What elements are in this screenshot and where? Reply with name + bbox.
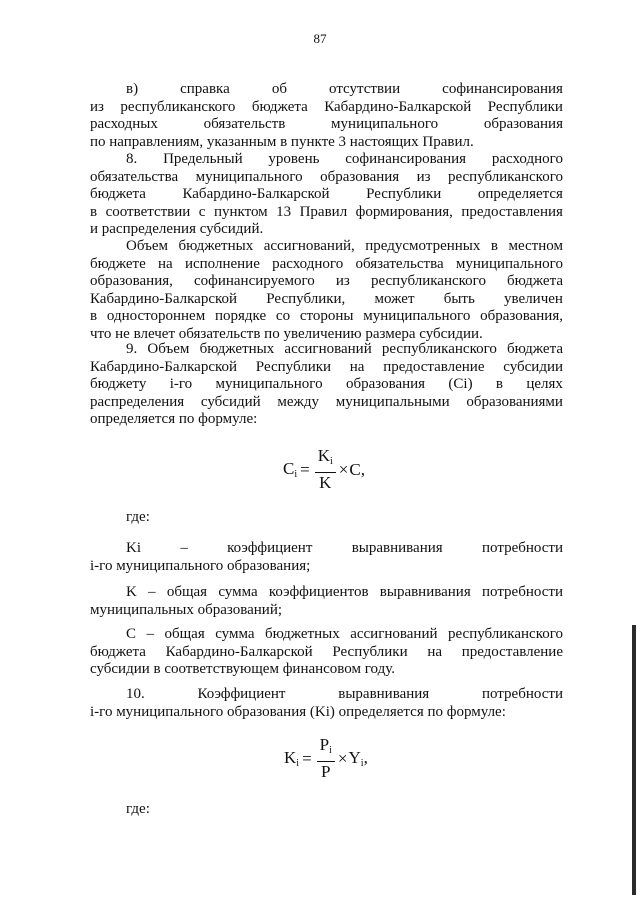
definition-c-line-2: бюджета Кабардино-Балкарской Республики на предоставление: [90, 643, 563, 660]
where-label-1: где:: [126, 509, 150, 525]
definition-c: [90, 626, 563, 679]
formula-ki-numerator: $P_i$: [317, 736, 335, 762]
paragraph-v-line-3: расходных обязательств муниципального образования: [90, 116, 563, 132]
paragraph-8-line-3: бюджета Кабардино-Балкарской Республики определяется: [90, 186, 563, 202]
formula-ki-equals: =: [302, 748, 312, 768]
paragraph-9-line-3: бюджету i-го муниципального образования (Ci) в целях: [90, 376, 563, 392]
formula-ci-denominator: K: [319, 473, 332, 492]
paragraph-8-line-5: и распределения субсидий.: [90, 221, 264, 237]
paragraph-volume-line-2: бюджете на исполнение расходного обязательства муниципального: [90, 255, 563, 272]
paragraph-volume-line-5: в одностороннем порядке со стороны муниципального образования,: [90, 308, 563, 324]
paragraph-9-line-5: определяется по формуле:: [90, 411, 258, 427]
formula-ki-lhs: $K_i$: [284, 748, 300, 769]
paragraph-volume: [90, 238, 563, 343]
paragraph-8-line-2: обязательства муниципального образования из республиканского: [90, 168, 563, 185]
definition-c-line-1: C – общая сумма бюджетных ассигнований республиканского: [126, 626, 563, 642]
paragraph-volume-line-3: образования, софинансируемого из республиканского бюджета: [90, 273, 563, 289]
formula-ci-rhs: C,: [349, 459, 365, 479]
formula-ci-fraction: [315, 447, 336, 492]
paragraph-v-line-4: по направлениям, указанным в пункте 3 настоящих Правил.: [90, 133, 474, 150]
formula-ki-times: ×: [337, 748, 348, 768]
scan-edge-bar: [632, 625, 636, 895]
paragraph-10-line-1: 10. Коэффициент выравнивания потребности: [126, 686, 563, 702]
formula-ci-times: ×: [338, 459, 349, 479]
definition-ki-line-1: Ki – коэффициент выравнивания потребности: [126, 540, 563, 556]
paragraph-volume-line-6: что не влечет обязательств по увеличению размера субсидии.: [90, 325, 483, 342]
paragraph-9-line-1: 9. Объем бюджетных ассигнований республиканского бюджета: [126, 341, 563, 357]
formula-ki-fraction: [317, 736, 335, 781]
definition-c-line-3: субсидии в соответствующем финансовом году.: [90, 661, 395, 677]
paragraph-v-line-2: из республиканского бюджета Кабардино-Балкарской Республики: [90, 98, 563, 115]
paragraph-9-line-4: распределения субсидий между муниципальными образованиями: [90, 393, 563, 410]
formula-ki-rhs: $Y_i$,: [348, 748, 368, 769]
paragraph-v: [90, 81, 563, 151]
formula-ci: [283, 447, 365, 492]
definition-ki-line-2: i-го муниципального образования;: [90, 557, 311, 574]
paragraph-10-line-2: i-го муниципального образования (Ki) определяется по формуле:: [90, 703, 506, 720]
where-label-2: где:: [126, 801, 150, 817]
paragraph-volume-line-1: Объем бюджетных ассигнований, предусмотренных в местном: [126, 238, 563, 254]
paragraph-v-line-1: в) справка об отсутствии софинансирования: [126, 81, 563, 97]
definition-k: [90, 584, 563, 619]
paragraph-10: [90, 686, 563, 721]
definition-k-line-1: K – общая сумма коэффициентов выравнивания потребности: [126, 584, 563, 600]
formula-ci-numerator: $K_i$: [315, 447, 336, 473]
paragraph-8-line-4: в соответствии с пунктом 13 Правил формирования, предоставления: [90, 203, 563, 220]
definition-ki: [90, 540, 563, 575]
paragraph-9-line-2: Кабардино-Балкарской Республики на предоставление субсидии: [90, 358, 563, 375]
paragraph-8-line-1: 8. Предельный уровень софинансирования расходного: [126, 151, 563, 167]
paragraph-9: [90, 341, 563, 429]
formula-ki: [284, 736, 368, 781]
page-number: 87: [313, 31, 327, 46]
paragraph-volume-line-4: Кабардино-Балкарской Республики, может быть увеличен: [90, 290, 563, 307]
formula-ci-equals: =: [300, 459, 310, 479]
definition-k-line-2: муниципальных образований;: [90, 601, 283, 618]
formula-ki-denominator: P: [321, 762, 331, 781]
paragraph-8: [90, 151, 563, 239]
formula-ci-lhs: $C_i$: [283, 459, 298, 480]
